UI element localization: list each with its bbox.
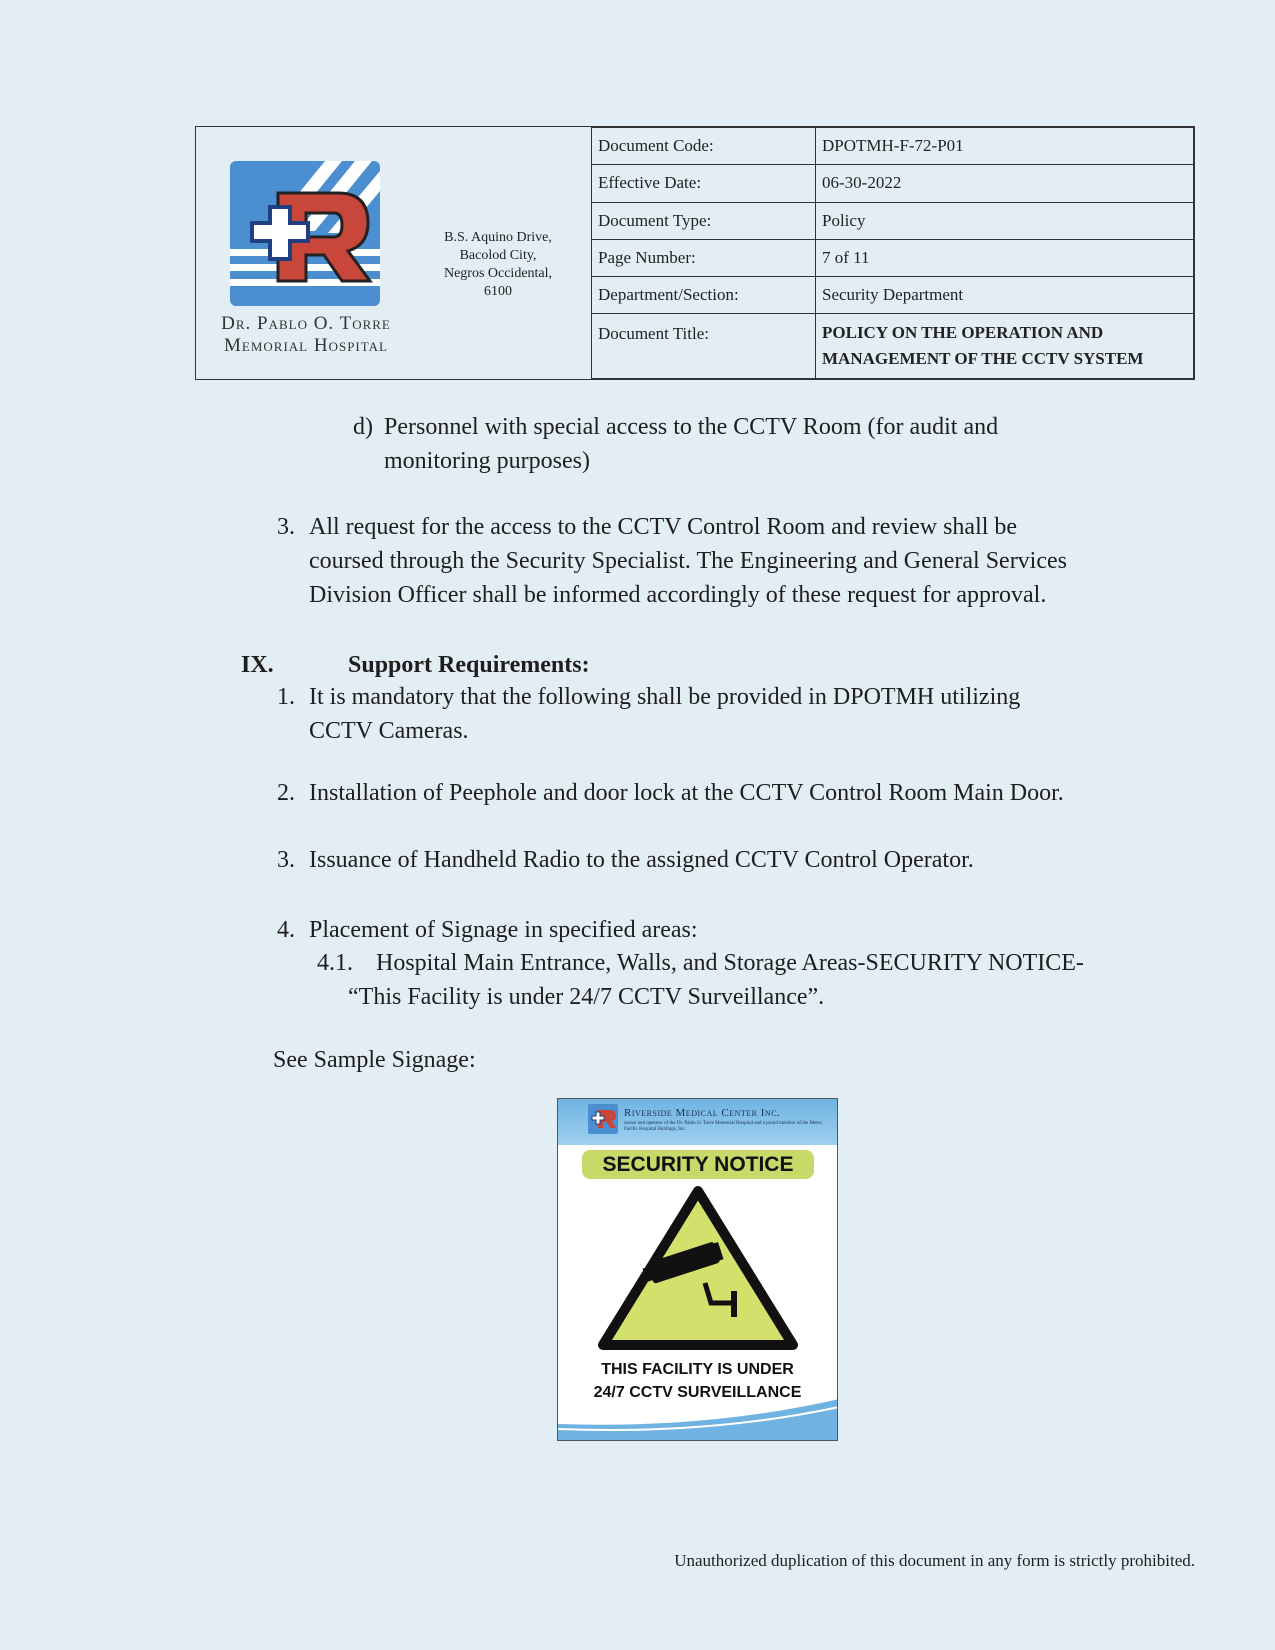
meta-row <box>592 277 1194 314</box>
signage-logo-icon <box>588 1104 618 1134</box>
hospital-address: B.S. Aquino Drive, Bacolod City, Negros Occidental, 6100 <box>443 230 553 299</box>
meta-label: Department/Section: <box>592 277 816 314</box>
item-d-line1: Personnel with special access to the CCTV Room (for audit and <box>384 414 999 440</box>
item3-line3: Division Officer shall be informed accordingly of these request for approval. <box>309 582 1047 608</box>
logo-cell <box>196 127 592 379</box>
meta-value: 7 of 11 <box>816 239 1194 276</box>
signage-header <box>558 1099 837 1145</box>
meta-value: DPOTMH-F-72-P01 <box>816 128 1194 165</box>
duplication-notice: Unauthorized duplication of this document in any form is strictly prohibited. <box>674 1551 1195 1570</box>
signage-notice: SECURITY NOTICE <box>582 1150 814 1179</box>
meta-value: 06-30-2022 <box>816 165 1194 202</box>
req1-line2: CCTV Cameras. <box>309 718 469 744</box>
req1-line1: It is mandatory that the following shall be provided in DPOTMH utilizing <box>309 684 1021 710</box>
list-marker: d) <box>353 414 373 440</box>
section-title: Support Requirements: <box>348 652 590 678</box>
req4-text: Placement of Signage in specified areas: <box>309 917 698 943</box>
item-d-line2: monitoring purposes) <box>384 448 590 474</box>
req3-text: Issuance of Handheld Radio to the assigned CCTV Control Operator. <box>309 847 974 873</box>
list-marker: 3. <box>277 514 295 540</box>
document-title: POLICY ON THE OPERATION AND MANAGEMENT OF THE CCTV SYSTEM <box>816 314 1194 379</box>
meta-value: Policy <box>816 202 1194 239</box>
section-numeral: IX. <box>241 652 274 678</box>
meta-row <box>592 239 1194 276</box>
signage-wave-decoration <box>558 1399 838 1441</box>
meta-label: Document Code: <box>592 128 816 165</box>
signage-caption: THIS FACILITY IS UNDER 24/7 CCTV SURVEILLANCE <box>593 1361 802 1401</box>
meta-row-title <box>592 314 1194 379</box>
meta-label: Document Type: <box>592 202 816 239</box>
meta-label: Document Title: <box>592 314 816 379</box>
meta-label: Effective Date: <box>592 165 816 202</box>
req41-line1: Hospital Main Entrance, Walls, and Storage Areas-SECURITY NOTICE- <box>376 950 1084 976</box>
sample-signage <box>557 1098 838 1441</box>
item3-line2: coursed through the Security Specialist. The Engineering and General Services <box>309 548 1067 574</box>
hospital-logo-icon <box>230 161 390 309</box>
signage-org-subtitle: owner and operator of the Dr. Pablo O. Torre Memorial Hospital and a proud member of the Metro Pacific Hospital Holdings, Inc. <box>624 1121 822 1132</box>
item3-line1: All request for the access to the CCTV Control Room and review shall be <box>309 514 1018 540</box>
list-marker: 4. <box>277 917 295 943</box>
meta-row <box>592 128 1194 165</box>
signage-org-name: Riverside Medical Center Inc. <box>624 1107 781 1119</box>
meta-row <box>592 165 1194 202</box>
list-marker: 3. <box>277 847 295 873</box>
list-marker: 1. <box>277 684 295 710</box>
req41-line2: “This Facility is under 24/7 CCTV Surveillance”. <box>348 984 825 1010</box>
cctv-warning-icon <box>597 1185 799 1353</box>
document-header <box>195 126 1195 380</box>
meta-value: Security Department <box>816 277 1194 314</box>
hospital-name: Dr. Pablo O. Torre Memorial Hospital <box>221 313 391 356</box>
see-sample-label: See Sample Signage: <box>273 1047 476 1073</box>
document-meta-table <box>591 127 1194 379</box>
list-marker: 4.1. <box>317 950 353 976</box>
meta-label: Page Number: <box>592 239 816 276</box>
meta-row <box>592 202 1194 239</box>
req2-text: Installation of Peephole and door lock at the CCTV Control Room Main Door. <box>309 780 1064 806</box>
list-marker: 2. <box>277 780 295 806</box>
